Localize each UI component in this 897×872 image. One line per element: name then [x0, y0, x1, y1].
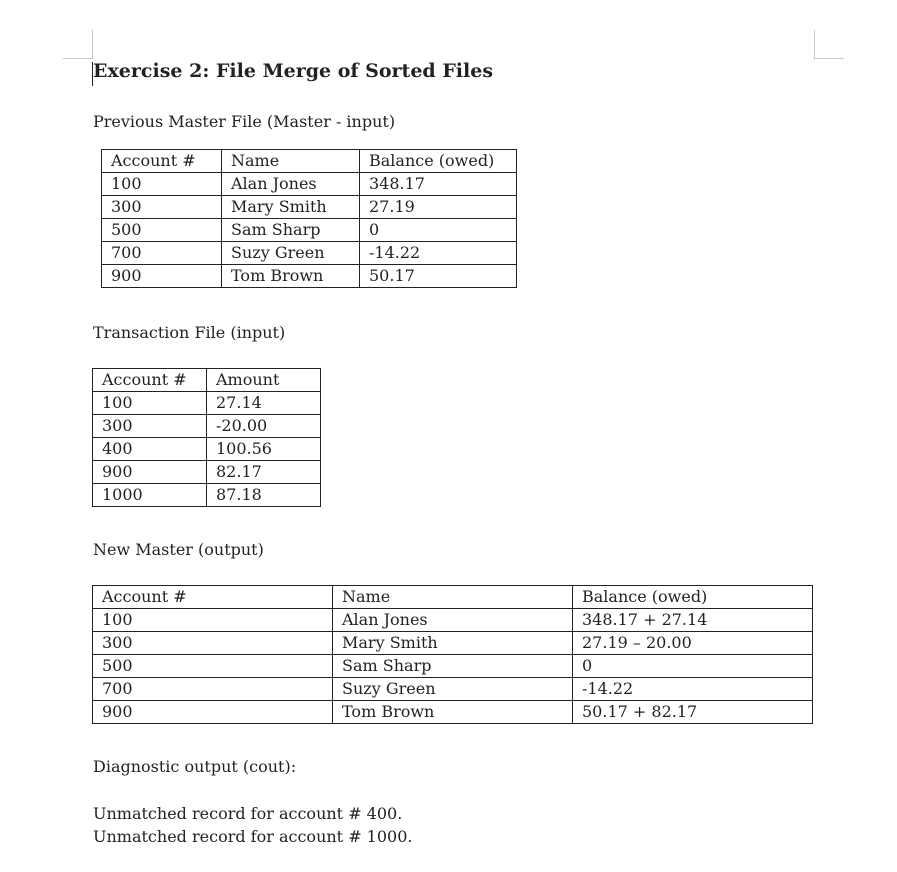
table-cell: 300	[93, 415, 207, 438]
table-header-row	[93, 369, 321, 392]
table-cell: 900	[93, 701, 333, 724]
previous-master-table	[101, 149, 517, 288]
table-cell: 100	[102, 173, 222, 196]
header-cell: Balance (owed)	[360, 150, 517, 173]
table-row	[102, 196, 517, 219]
table-row	[93, 632, 813, 655]
table-cell: 50.17 + 82.17	[573, 701, 813, 724]
table-header-row	[102, 150, 517, 173]
table-cell: -14.22	[360, 242, 517, 265]
new-master-label: New Master (output)	[93, 540, 264, 559]
new-master-table	[92, 585, 813, 724]
crop-mark-top-left-horizontal	[63, 58, 93, 59]
table-row	[93, 392, 321, 415]
table-cell: 400	[93, 438, 207, 461]
table-cell: 87.18	[207, 484, 321, 507]
table-cell: 100.56	[207, 438, 321, 461]
table-cell: 500	[93, 655, 333, 678]
table-cell: 348.17	[360, 173, 517, 196]
table-row	[93, 438, 321, 461]
table-cell: 0	[360, 219, 517, 242]
table-cell: 0	[573, 655, 813, 678]
header-cell: Balance (owed)	[573, 586, 813, 609]
table-row	[93, 415, 321, 438]
table-cell: Tom Brown	[333, 701, 573, 724]
table-cell: 27.14	[207, 392, 321, 415]
transaction-table	[92, 368, 321, 507]
diagnostic-line: Unmatched record for account # 1000.	[93, 827, 413, 846]
table-cell: Mary Smith	[333, 632, 573, 655]
table-cell: 300	[93, 632, 333, 655]
header-cell: Amount	[207, 369, 321, 392]
table-cell: 27.19 – 20.00	[573, 632, 813, 655]
transaction-label: Transaction File (input)	[93, 323, 286, 342]
table-row	[102, 265, 517, 288]
table-row	[102, 242, 517, 265]
table-cell: 1000	[93, 484, 207, 507]
table-cell: 500	[102, 219, 222, 242]
header-cell: Account #	[93, 586, 333, 609]
table-cell: 900	[102, 265, 222, 288]
table-cell: Mary Smith	[222, 196, 360, 219]
header-cell: Name	[222, 150, 360, 173]
diagnostic-label: Diagnostic output (cout):	[93, 757, 297, 776]
crop-mark-top-right-horizontal	[814, 58, 844, 59]
crop-mark-top-right-vertical	[814, 30, 815, 59]
table-cell: Alan Jones	[333, 609, 573, 632]
table-row	[93, 609, 813, 632]
table-cell: 100	[93, 392, 207, 415]
master-label: Previous Master File (Master - input)	[93, 112, 396, 131]
table-cell: 100	[93, 609, 333, 632]
table-row	[93, 484, 321, 507]
crop-mark-top-left-vertical	[92, 30, 93, 59]
table-row	[93, 678, 813, 701]
table-cell: -20.00	[207, 415, 321, 438]
table-cell: 300	[102, 196, 222, 219]
table-cell: Suzy Green	[222, 242, 360, 265]
table-row	[102, 219, 517, 242]
table-cell: 900	[93, 461, 207, 484]
table-row	[93, 655, 813, 678]
table-row	[102, 173, 517, 196]
table-cell: Tom Brown	[222, 265, 360, 288]
table-cell: 700	[102, 242, 222, 265]
table-row	[93, 461, 321, 484]
table-cell: Sam Sharp	[333, 655, 573, 678]
diagnostic-line: Unmatched record for account # 400.	[93, 804, 403, 823]
table-cell: 82.17	[207, 461, 321, 484]
table-cell: 700	[93, 678, 333, 701]
table-cell: Alan Jones	[222, 173, 360, 196]
table-cell: Sam Sharp	[222, 219, 360, 242]
table-cell: 348.17 + 27.14	[573, 609, 813, 632]
table-cell: -14.22	[573, 678, 813, 701]
header-cell: Account #	[102, 150, 222, 173]
table-row	[93, 701, 813, 724]
table-header-row	[93, 586, 813, 609]
table-cell: 50.17	[360, 265, 517, 288]
table-cell: 27.19	[360, 196, 517, 219]
header-cell: Account #	[93, 369, 207, 392]
table-cell: Suzy Green	[333, 678, 573, 701]
header-cell: Name	[333, 586, 573, 609]
exercise-heading: Exercise 2: File Merge of Sorted Files	[93, 60, 494, 82]
